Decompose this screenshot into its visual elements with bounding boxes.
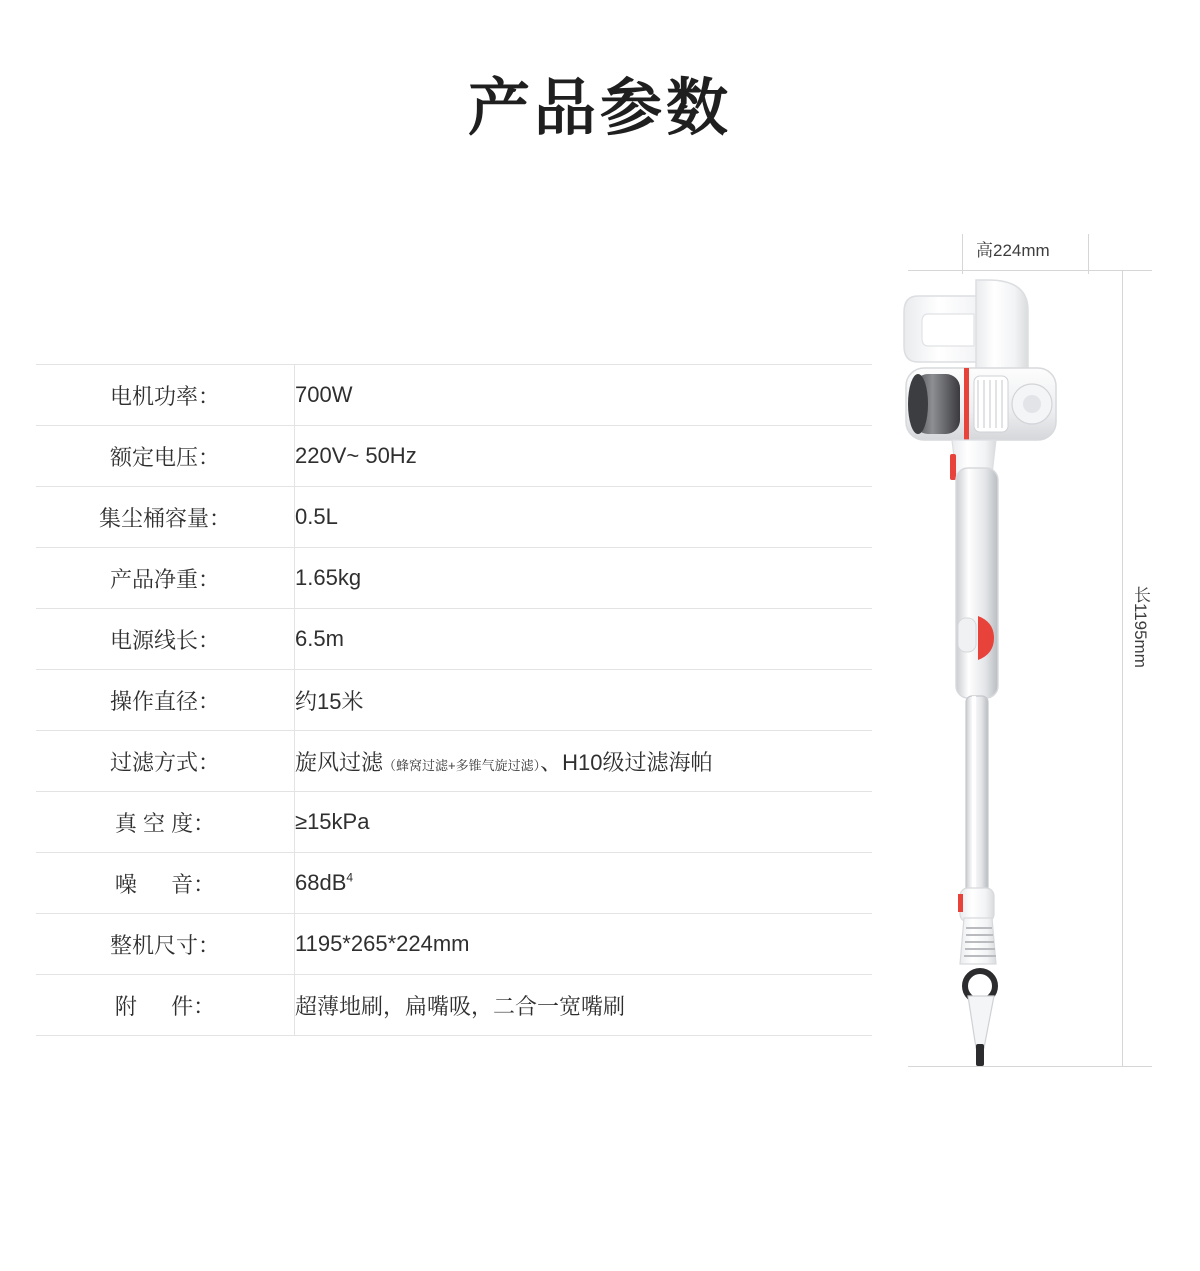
height-dimension-label: 高224mm — [976, 241, 1050, 260]
table-row — [36, 365, 872, 426]
spec-value: ≥15kPa — [295, 792, 873, 853]
spec-label: 过滤方式： — [36, 731, 295, 792]
spec-label: 电机功率： — [36, 365, 295, 426]
filter-main-text: 旋风过滤 — [295, 749, 384, 775]
page-title: 产品参数 — [467, 74, 732, 143]
table-row — [36, 792, 872, 853]
spec-value — [295, 731, 873, 792]
spec-value: 6.5m — [295, 609, 873, 670]
noise-footnote-marker: 4 — [346, 870, 354, 885]
spec-value: 1195*265*224mm — [295, 914, 873, 975]
vacuum-cleaner-illustration — [880, 218, 1180, 1118]
spec-label: 额定电压： — [36, 426, 295, 487]
spec-label: 真 空 度： — [36, 792, 295, 853]
spec-label: 集尘桶容量： — [36, 487, 295, 548]
spec-label: 操作直径： — [36, 670, 295, 731]
noise-value: 68dB — [295, 870, 347, 895]
table-row — [36, 670, 872, 731]
filter-note-text: （蜂窝过滤+多锥气旋过滤） — [383, 757, 541, 773]
spec-label: 产品净重： — [36, 548, 295, 609]
filter-tail-text: 、H10级过滤海帕 — [540, 749, 713, 775]
spec-value: 700W — [295, 365, 873, 426]
spec-label: 电源线长： — [36, 609, 295, 670]
length-dimension-label: 长1195mm — [1131, 586, 1150, 668]
spec-label: 附 件： — [36, 975, 295, 1036]
spec-value: 1.65kg — [295, 548, 873, 609]
spec-table — [36, 364, 872, 1036]
table-row — [36, 609, 872, 670]
spec-value: 约15米 — [295, 670, 873, 731]
table-row — [36, 914, 872, 975]
spec-label: 噪 音： — [36, 853, 295, 914]
table-row — [36, 975, 872, 1036]
table-row — [36, 426, 872, 487]
table-row — [36, 487, 872, 548]
table-row — [36, 548, 872, 609]
spec-value: 超薄地刷，扁嘴吸，二合一宽嘴刷 — [295, 975, 873, 1036]
spec-value: 220V~ 50Hz — [295, 426, 873, 487]
table-row-filter — [36, 731, 872, 792]
spec-label: 整机尺寸： — [36, 914, 295, 975]
spec-value — [295, 853, 873, 914]
table-row-noise — [36, 853, 872, 914]
spec-value: 0.5L — [295, 487, 873, 548]
product-dimension-figure — [880, 218, 1180, 1118]
